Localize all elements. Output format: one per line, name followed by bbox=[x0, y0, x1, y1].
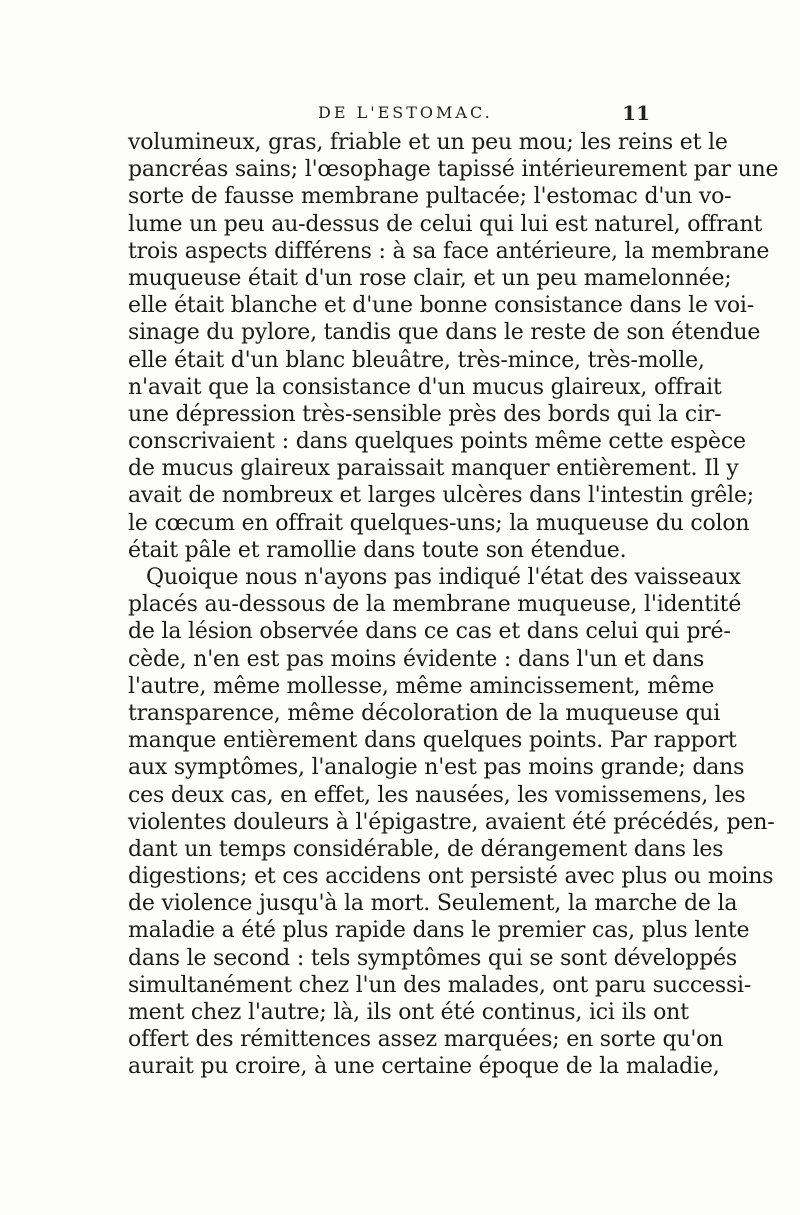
text-line: l'autre, même mollesse, même amincissement, même bbox=[128, 673, 715, 699]
page-number: 11 bbox=[622, 101, 650, 125]
text-line: muqueuse était d'un rose clair, et un peu mamelonnée; bbox=[128, 265, 732, 291]
text-line: de mucus glaireux paraissait manquer entièrement. Il y bbox=[128, 456, 739, 482]
text-line: cède, n'en est pas moins évidente : dans l'un et dans bbox=[128, 646, 705, 672]
text-line: elle était d'un blanc bleuâtre, très-mince, très-molle, bbox=[128, 347, 705, 373]
text-line: ment chez l'autre; là, ils ont été continus, ici ils ont bbox=[128, 1000, 689, 1025]
text-line: une dépression très-sensible près des bords qui la cir- bbox=[128, 401, 722, 427]
text-line: trois aspects différens : à sa face antérieure, la membrane bbox=[128, 238, 770, 264]
text-line: aux symptômes, l'analogie n'est pas moins grande; dans bbox=[128, 755, 745, 781]
running-title: DE L'ESTOMAC. bbox=[318, 103, 493, 122]
text-line: placés au-dessous de la membrane muqueuse, l'identité bbox=[128, 592, 742, 618]
text-line: volumineux, gras, friable et un peu mou; les reins et le bbox=[128, 130, 728, 155]
text-line: lume un peu au-dessus de celui qui lui est naturel, offrant bbox=[128, 211, 763, 237]
text-line: sorte de fausse membrane pultacée; l'estomac d'un vo- bbox=[128, 184, 732, 210]
text-line: n'avait que la consistance d'un mucus glaireux, offrait bbox=[128, 374, 722, 400]
text-line: digestions; et ces accidens ont persisté avec plus ou moins bbox=[128, 864, 774, 890]
text-line: avait de nombreux et larges ulcères dans l'intestin grêle; bbox=[128, 483, 754, 509]
text-line: aurait pu croire, à une certaine époque de la maladie, bbox=[128, 1054, 720, 1080]
paragraph bbox=[128, 564, 775, 1081]
text-line: pancréas sains; l'œsophage tapissé intérieurement par une bbox=[128, 157, 779, 183]
text-line: ces deux cas, en effet, les nausées, les vomissemens, les bbox=[128, 782, 746, 808]
text-line: elle était blanche et d'une bonne consistance dans le voi- bbox=[128, 293, 754, 319]
text-line: de la lésion observée dans ce cas et dans celui qui pré- bbox=[128, 619, 731, 645]
text-line: le cœcum en offrait quelques-uns; la muqueuse du colon bbox=[128, 510, 750, 536]
text-line: transparence, même décoloration de la muqueuse qui bbox=[128, 700, 721, 726]
text-line: sinage du pylore, tandis que dans le reste de son étendue bbox=[128, 320, 761, 346]
text-line: simultanément chez l'un des malades, ont paru successi- bbox=[128, 972, 752, 998]
text-line: dans le second : tels symptômes qui se sont développés bbox=[128, 945, 737, 971]
text-line: était pâle et ramollie dans toute son étendue. bbox=[128, 537, 627, 563]
running-head bbox=[128, 99, 650, 127]
text-line: conscrivaient : dans quelques points même cette espèce bbox=[128, 429, 746, 455]
text-line: dant un temps considérable, de dérangement dans les bbox=[128, 836, 724, 862]
text-line: Quoique nous n'ayons pas indiqué l'état des vaisseaux bbox=[146, 565, 741, 590]
text-line: offert des rémittences assez marquées; en sorte qu'on bbox=[128, 1027, 724, 1053]
text-line: maladie a été plus rapide dans le premier cas, plus lente bbox=[128, 918, 750, 944]
text-line: violentes douleurs à l'épigastre, avaient été précédés, pen- bbox=[128, 809, 775, 835]
text-line: de violence jusqu'à la mort. Seulement, la marche de la bbox=[128, 891, 738, 917]
paragraph bbox=[128, 129, 779, 564]
body-text bbox=[128, 129, 779, 1081]
text-line: manque entièrement dans quelques points. Par rapport bbox=[128, 728, 737, 754]
